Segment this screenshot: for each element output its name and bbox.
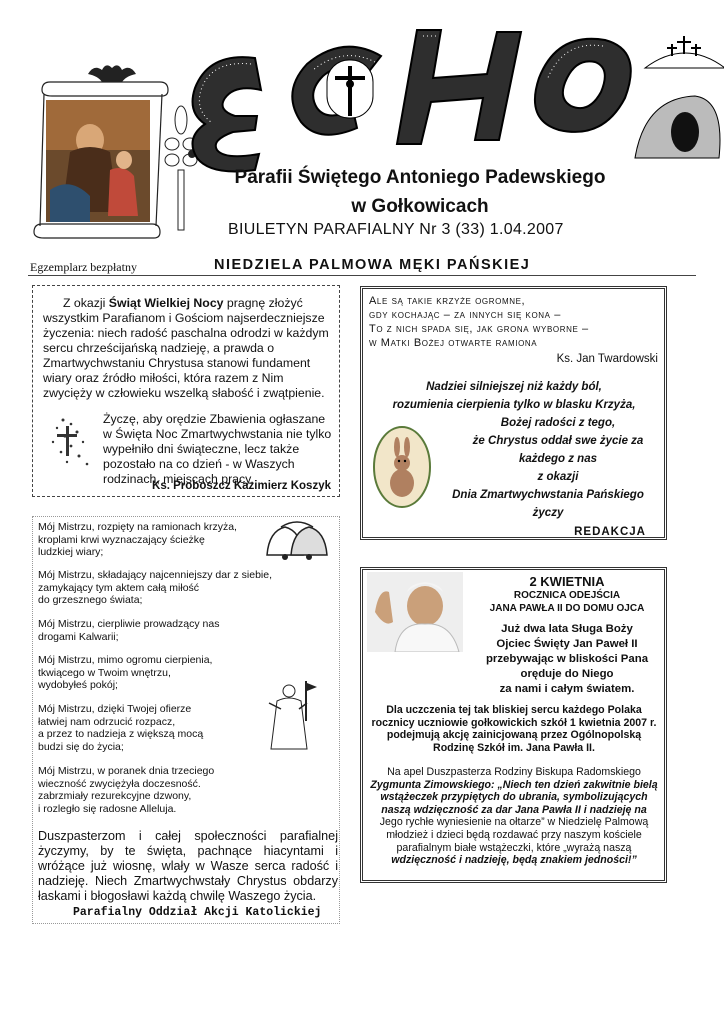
prayer-line: łatwiej nam odrzucić rozpacz,: [38, 715, 176, 728]
jp2-para2-line: Jego rychłe wyniesienie na ołtarze” w Niedzielę Palmową: [379, 816, 649, 829]
jp2-para1-line: podejmują akcję zainicjowaną przez Ogólnopolską: [386, 729, 642, 742]
jp2-para2-line: parafialnym białe wstążeczki, które „wyrażą naszą: [396, 841, 632, 854]
bulletin-number: BIULETYN PARAFIALNY Nr 3 (33) 1.04.2007: [228, 221, 564, 238]
wishes-text: [43, 296, 329, 401]
prayer-box: [32, 516, 340, 924]
poem-line: Ale są takie krzyże ogromne,: [369, 295, 526, 307]
prayer-stanza: [38, 521, 237, 559]
jp2-date: 2 KWIETNIA: [529, 574, 605, 589]
jp2-para1-line: rocznicy uczniowie gołkowickich szkół 1 kwietnia 2007 r.: [371, 716, 657, 729]
jp2-heading-2: JANA PAWŁA II DO DOMU OJCA: [489, 603, 645, 614]
prayer-line: tkwiącego w Twoim wnętrzu,: [38, 666, 171, 679]
jp2-lead-line: oręduje do Niego: [520, 668, 614, 680]
prayer-closing: Duszpasterzom i całej społeczności parafialnej życzymy, by te święta, pachnące hiacyntami i wróżące już wiosnę, wlały w Wasze serca radość i nadzieję. Niech Zmartwychwstały Chrystus obdarzy łaskami i błogosławi każdą chwilę Waszego życia.: [38, 829, 338, 903]
header-divider: [28, 275, 696, 276]
prayer-line: drogami Kalwarii;: [38, 630, 119, 643]
prayer-line: Mój Mistrzu, dzięki Twojej ofierze: [38, 703, 192, 715]
poem-line: To z nich spada się, jak grona wyborne –: [369, 323, 589, 335]
prayer-line: do grzesznego świata;: [38, 594, 143, 607]
wishes-easter: Świąt Wielkiej Nocy: [108, 296, 224, 310]
jp2-para1: [365, 704, 663, 754]
wish-line: rozumienia cierpienia tylko w blasku Krzyża,: [392, 399, 636, 411]
prayer-line: Mój Mistrzu, rozpięty na ramionach krzyża,: [38, 521, 237, 533]
prayer-stanza: [38, 569, 272, 607]
poem-author: Ks. Jan Twardowski: [556, 353, 658, 365]
jp2-para2-line: naszą wdzięczność za dar Jana Pawła II i nadzieję na: [381, 803, 647, 816]
parish-name-text: Parafii Świętego Antoniego Padewskiego: [234, 167, 606, 188]
prayer-line: ludzkiej wiary;: [38, 546, 104, 559]
prayer-stanza: [38, 765, 214, 815]
prayer-line: Mój Mistrzu, składający najcenniejszy dar z siebie,: [38, 569, 273, 581]
wishes-intro: Z okazji: [63, 296, 109, 310]
wishes-signature: Ks. Proboszcz Kazimierz Koszyk: [152, 480, 331, 492]
prayer-line: Mój Mistrzu, cierpliwie prowadzący nas: [38, 618, 220, 630]
prayer-line: a przez to nadzieja z większą mocą: [38, 728, 204, 741]
jp2-lead: [467, 622, 667, 697]
john-paul-ii-box: [360, 567, 667, 883]
masthead-logo: [185, 18, 724, 183]
dove-icon: [43, 412, 99, 470]
prayer-line: Mój Mistrzu, mimo ogromu cierpienia,: [38, 654, 213, 666]
prayer-line: kroplami krwi wyznaczający ścieżkę: [38, 533, 205, 546]
prayer-line: zamykający tym aktem całą miłość: [38, 581, 200, 594]
jp2-lead-line: Już dwa lata Sługa Boży: [501, 623, 633, 635]
prayer-line: budzi się do życia;: [38, 740, 124, 753]
editorial-signature: REDAKCJA: [574, 526, 646, 538]
bells-icon: [261, 519, 333, 561]
jp2-para2-line: Zygmunta Zimowskiego: „Niech ten dzień zakwitnie bielą: [370, 778, 658, 791]
jp2-para2-line: wdzięczność i nadzieję, będą znakiem jedności!”: [391, 854, 637, 867]
poem-line: gdy kochając – za innych się kona –: [369, 309, 561, 321]
easter-egg-bunny-icon: [371, 423, 433, 509]
wish-line: że Chrystus oddał swe życie za: [472, 435, 644, 447]
wish-line: z okazji: [537, 471, 579, 483]
prayer-stanza: [38, 703, 203, 753]
jp2-lead-line: za nami i całym światem.: [499, 683, 635, 695]
wish-line: Nadziei silniejszej niż każdy ból,: [426, 381, 602, 393]
wish-line: życzy: [532, 507, 564, 519]
free-copy-note: Egzemplarz bezpłatny: [30, 260, 137, 274]
jp2-para2-line: młodzież i dzieci będą rozdawać przy naszym kościele: [386, 828, 642, 841]
poem-line: w Matki Bożej otwarte ramiona: [369, 337, 538, 349]
sunday-title: NIEDZIELA PALMOWA MĘKI PAŃSKIEJ: [214, 257, 531, 273]
prayer-line: wydobyłeś pokój;: [38, 679, 118, 692]
pastor-wishes-box: [32, 285, 340, 497]
prayer-line: zabrzmiały rezurekcyjne dzwony,: [38, 790, 192, 803]
jp2-para1-line: Dla uczczenia tej tak bliskiej sercu każdego Polaka: [386, 704, 642, 716]
pope-photo: [367, 572, 463, 652]
wish-line: każdego z nas: [519, 453, 597, 465]
jp2-heading: ROCZNICA ODEJŚCIA: [513, 590, 621, 601]
jp2-para2-line: wstążeczek przypiętych do ubrania, symbolizujących: [380, 791, 648, 804]
prayer-stanza: [38, 654, 212, 692]
wish-line: Bożej radości z tego,: [500, 417, 616, 429]
wishes-body: pragnę złożyć wszystkim Parafianom i Gościom najserdeczniejsze życzenia: niech radość paschalna odrodzi w każdym sercu chrześcijańską nadzieję, a prawda o Zmartwychwstaniu Chrystusa stanowi fundament wiary oraz źródło miłości, która razem z Nim zwycięży w człowieku wszelką słabość i zwątpienie.: [43, 296, 329, 400]
prayer-signature: Parafialny Oddział Akcji Katolickiej: [73, 906, 322, 919]
jp2-para2-line: Na apel Duszpasterza Rodziny Biskupa Radomskiego: [387, 766, 641, 778]
jp2-para1-line: Rodzinę Szkół im. Jana Pawła II.: [433, 741, 595, 754]
wishes-second: Życzę, aby orędzie Zbawienia ogłaszane w Święta Noc Zmartwychwstania nie tylko wypełniło dni świąteczne, lecz także pozostało na co dzień - w Waszych rodzinach, miejscach pracy.: [103, 412, 332, 486]
wish-line: Dnia Zmartwychwstania Pańskiego: [452, 489, 644, 501]
prayer-line: Mój Mistrzu, w poranek dnia trzeciego: [38, 765, 215, 777]
parish-name: [185, 165, 655, 220]
prayer-line: wieczność zwyciężyła doczesność.: [38, 777, 201, 790]
jp2-lead-line: przebywając w bliskości Pana: [485, 653, 649, 665]
editorial-wishes-box: [360, 286, 667, 540]
prayer-stanza: [38, 618, 219, 643]
parish-location: w Gołkowicach: [351, 196, 489, 217]
prayer-line: i rozległo się radosne Alleluja.: [38, 802, 177, 815]
risen-christ-icon: [263, 677, 319, 757]
jp2-para2: [365, 766, 663, 867]
jp2-lead-line: Ojciec Święty Jan Paweł II: [496, 638, 638, 650]
